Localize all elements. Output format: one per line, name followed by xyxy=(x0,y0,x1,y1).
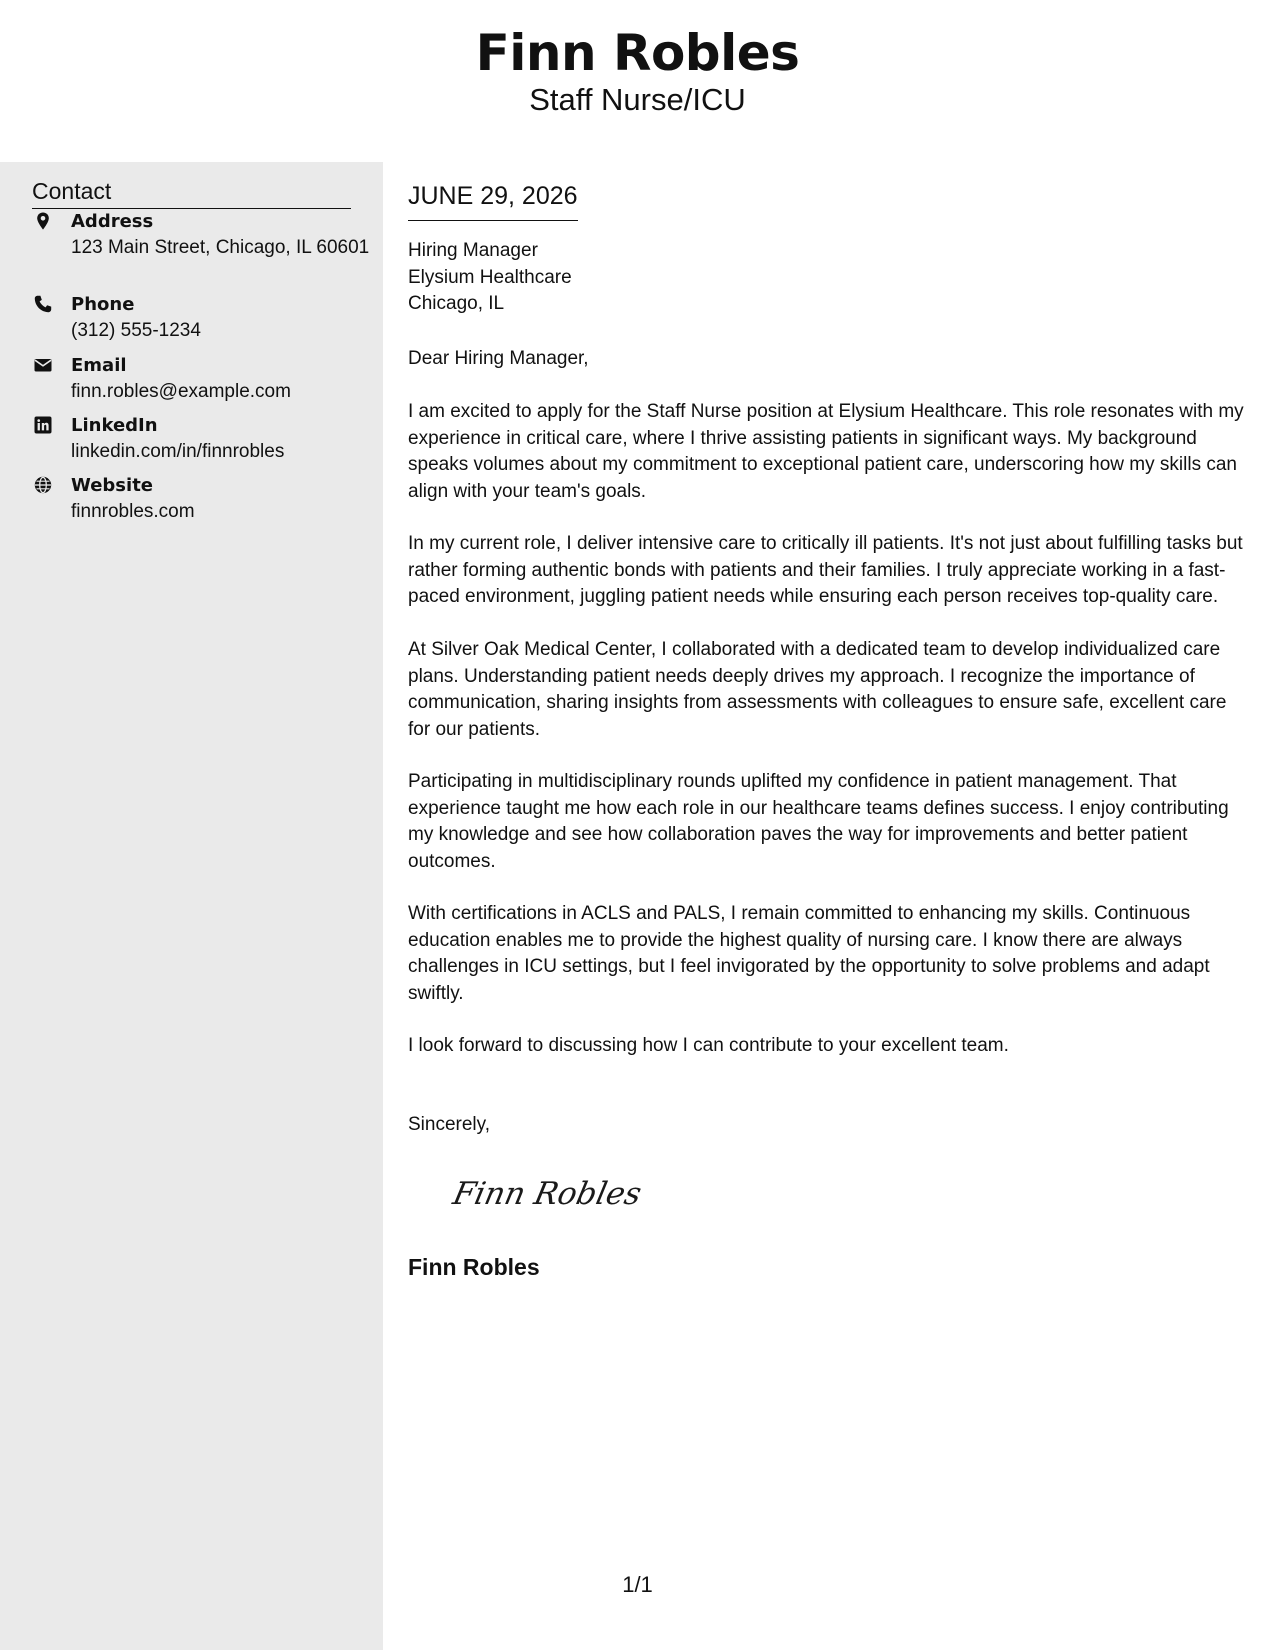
closing-line: Sincerely, xyxy=(408,1114,491,1135)
body-paragraph: In my current role, I deliver intensive care to critically ill patients. It's not just about fulfilling tasks but rather forming authentic bonds with patients and their families. I truly appreciate working in a fast-paced environment, juggling patient needs while ensuring each person receives top-quality care. xyxy=(408,533,1243,607)
contact-heading: Contact xyxy=(32,176,351,209)
job-title: Staff Nurse/ICU xyxy=(529,82,746,117)
website-label: Website xyxy=(71,475,154,496)
map-pin-icon xyxy=(34,212,52,230)
handwritten-signature xyxy=(448,1164,648,1228)
contact-sidebar xyxy=(0,162,383,1650)
body-paragraph: I am excited to apply for the Staff Nurse position at Elysium Healthcare. This role resonates with my experience in critical care, where I thrive assisting patients in significant ways. My background speaks volumes about my commitment to exceptional patient care, underscoring how my skills can align with your team's goals. xyxy=(408,401,1244,502)
linkedin-label: LinkedIn xyxy=(71,415,158,436)
globe-icon xyxy=(34,476,52,494)
linkedin-icon xyxy=(34,416,52,434)
letter-date: JUNE 29, 2026 xyxy=(408,178,578,221)
body-paragraph: At Silver Oak Medical Center, I collaborated with a dedicated team to develop individualized care plans. Understanding patient needs deeply drives my approach. I recognize the importance of communication, sharing insights from assessments with colleagues to ensure safe, excellent care for our patients. xyxy=(408,639,1227,740)
phone-value: (312) 555-1234 xyxy=(71,320,201,341)
recipient-line: Chicago, IL xyxy=(408,293,505,314)
email-value: finn.robles@example.com xyxy=(71,381,291,402)
website-value: finnrobles.com xyxy=(71,501,195,522)
signed-name: Finn Robles xyxy=(408,1254,540,1280)
page-number: 1/1 xyxy=(622,1572,653,1597)
envelope-icon xyxy=(34,356,52,374)
address-label: Address xyxy=(71,211,154,232)
email-label: Email xyxy=(71,355,127,376)
applicant-name: Finn Robles xyxy=(475,24,800,82)
phone-icon xyxy=(34,295,52,313)
linkedin-value: linkedin.com/in/finnrobles xyxy=(71,441,285,462)
phone-label: Phone xyxy=(71,294,135,315)
body-paragraph: I look forward to discussing how I can contribute to your excellent team. xyxy=(408,1035,1009,1056)
recipient-line: Hiring Manager xyxy=(408,240,538,261)
address-value: 123 Main Street, Chicago, IL 60601 xyxy=(71,237,370,258)
body-paragraph: Participating in multidisciplinary rounds uplifted my confidence in patient management. That experience taught me how each role in our healthcare teams defines success. I enjoy contributing my knowledge and see how collaboration paves the way for improvements and better patient outcomes. xyxy=(408,771,1229,872)
letter-header xyxy=(0,0,1275,162)
body-paragraph: With certifications in ACLS and PALS, I remain committed to enhancing my skills. Continuous education enables me to provide the highest quality of nursing care. I know there are always challenges in ICU settings, but I feel invigorated by the opportunity to solve problems and adapt swiftly. xyxy=(408,903,1210,1004)
signature-text: Finn Robles xyxy=(449,1176,645,1212)
salutation: Dear Hiring Manager, xyxy=(408,348,589,369)
recipient-line: Elysium Healthcare xyxy=(408,266,572,288)
recipient-block xyxy=(408,238,572,318)
